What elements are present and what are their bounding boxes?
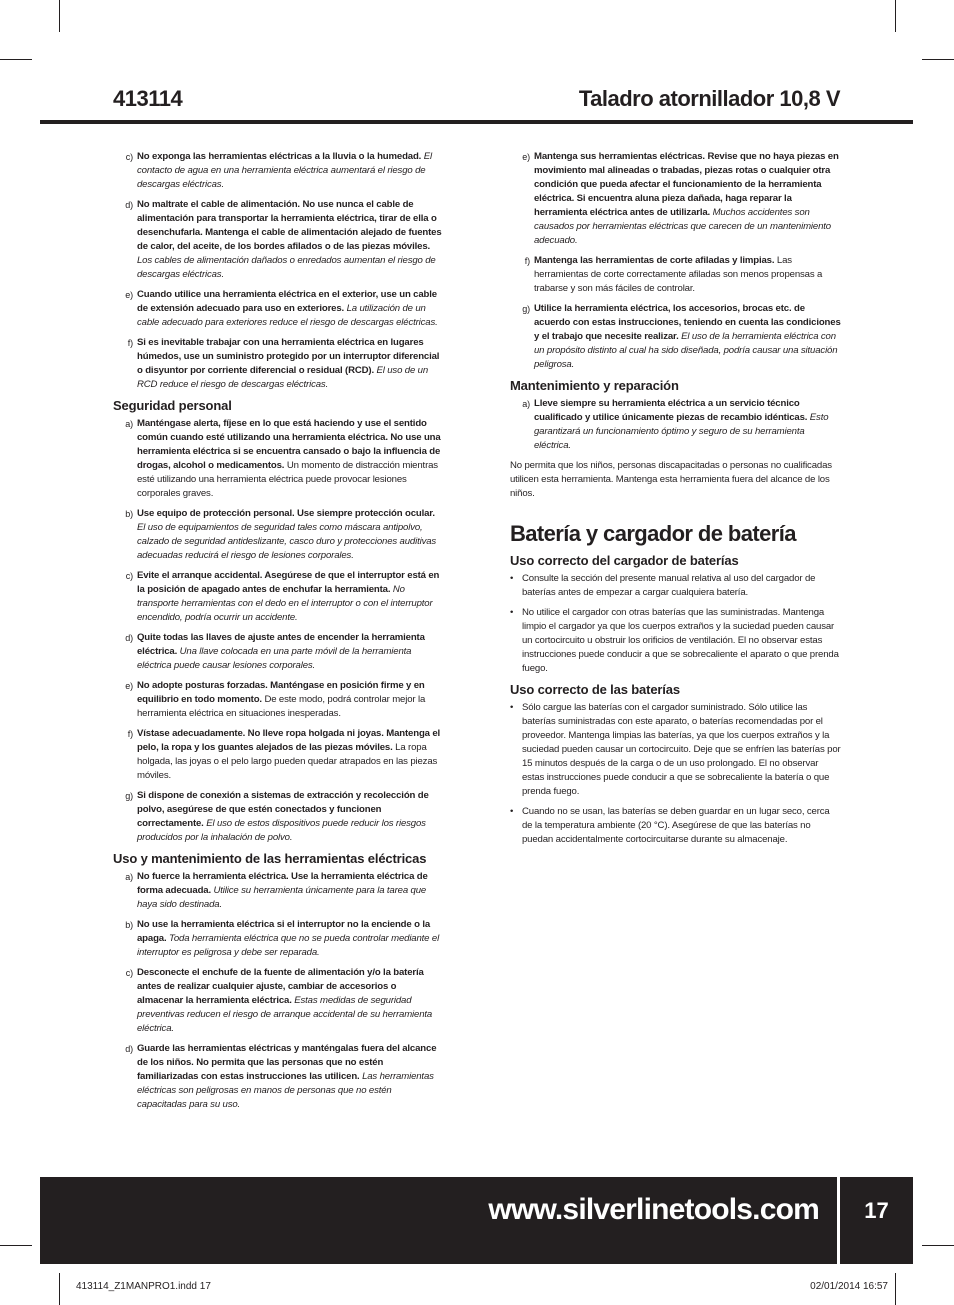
list-item [113,507,443,563]
maintenance-heading: Mantenimiento y reparación [510,378,679,393]
item-text [137,918,443,960]
item-text [137,150,443,192]
item-text [534,254,842,296]
tool-use-list-continued [510,150,842,372]
product-code: 413114 [113,86,183,111]
footer-bar [40,1177,837,1264]
item-text [137,631,443,673]
item-letter: a) [125,872,133,882]
item-instruction: No use la herramienta eléctrica si el interruptor no la enciende o la apaga. [137,919,431,944]
list-item [113,870,443,912]
maintenance-list [510,397,842,453]
list-item [510,302,842,372]
battery-section-heading: Batería y cargador de batería [510,521,796,546]
item-text [137,1042,443,1112]
item-text [137,789,443,845]
list-item [113,1042,443,1112]
list-item [113,198,443,282]
charger-heading: Uso correcto del cargador de baterías [510,553,739,568]
item-instruction: No fuerce la herramienta eléctrica. Use la herramienta eléctrica de forma adecuada. [137,871,428,896]
item-note: Utilice su herramienta únicamente para la tarea que haya sido destinada. [137,885,427,910]
website-link[interactable]: www.silverlinetools.com [488,1193,819,1226]
item-letter: e) [125,290,133,300]
item-letter: g) [125,791,133,801]
item-note: El uso de equipamientos de seguridad tales como máscara antipolvo, calzado de seguridad antideslizante, casco duro y protecciones auditivas adecuadas reducirá el riesgo de lesiones corporales. [137,522,437,561]
bullet-text: Sólo cargue las baterías con el cargador suministrado. Sólo utilice las baterías suministradas con este aparato, o baterías recomendadas por el proveedor. Mantenga limpias las baterías, ya que los cuerpos extraños y la suciedad pueden causar un cortocircuito. Deje que se enfríen las baterías por 15 minutos después de la carga o de un uso prolongado. El no observar estas instrucciones puede conducir a que se sobrecaliente la batería o que prenda fuego. [522,702,841,797]
crop-mark [895,0,896,32]
crop-mark [0,59,32,60]
item-instruction: Si es inevitable trabajar con una herramienta eléctrica en lugares húmedos, use un suministro protegido por un interruptor diferencial o disyuntor por corriente diferencial o residual (RCD). [137,337,440,376]
item-instruction: Guarde las herramientas eléctricas y manténgalas fuera del alcance de los niños. No permita que las personas que no estén familiarizadas con estas instrucciones las utilicen. [137,1043,437,1082]
personal-safety-list [113,417,443,845]
item-instruction: Si dispone de conexión a sistemas de extracción y recolección de polvo, asegúrese de que estén conectados y funcionen correctamente. [137,790,429,829]
crop-mark [922,1245,954,1246]
item-instruction: Mantenga las herramientas de corte afiladas y limpias. [534,255,775,266]
personal-safety-heading: Seguridad personal [113,398,232,413]
list-item [510,397,842,453]
item-instruction: Cuando utilice una herramienta eléctrica en el exterior, use un cable de extensión adecuado para uso en exteriores. [137,289,437,314]
page-title: Taladro atornillador 10,8 V [578,86,840,111]
list-item [510,254,842,296]
left-column [113,150,443,1118]
item-note: Toda herramienta eléctrica que no se pueda controlar mediante el interruptor es peligrosa y debe ser reparada. [137,933,440,958]
item-letter: a) [125,419,133,429]
charger-bullets [510,572,842,676]
item-text [137,569,443,625]
item-letter: f) [127,729,133,739]
bullet-icon: • [510,702,514,713]
crop-mark [59,0,60,32]
list-item [113,631,443,673]
item-instruction: Desconecte el enchufe de la fuente de alimentación y/o la batería antes de realizar cualquier ajuste, cambiar de accesorios o almacenar la herramienta eléctrica. [137,967,424,1006]
tool-use-heading: Uso y mantenimiento de las herramientas eléctricas [113,851,427,866]
maintenance-paragraph: No permita que los niños, personas discapacitadas o personas no cualificadas utilicen esta herramienta. Mantenga esta herramienta fuera del alcance de los niños. [510,460,832,499]
batteries-bullets [510,701,842,847]
item-detail: De este modo, podrá controlar mejor la herramienta eléctrica en situaciones inesperadas. [137,694,426,719]
item-instruction: No exponga las herramientas eléctricas a la lluvia o la humedad. [137,151,422,162]
item-letter: c) [125,152,133,162]
item-instruction: Use equipo de protección personal. Use siempre protección ocular. [137,508,435,519]
crop-mark [895,1273,896,1305]
item-text [534,150,842,248]
item-letter: c) [125,571,133,581]
item-instruction: Evite el arranque accidental. Asegúrese de que el interruptor está en la posición de apagado antes de enchufar la herramienta. [137,570,440,595]
list-item [113,288,443,330]
item-text [137,966,443,1036]
item-note: La utilización de un cable adecuado para exteriores reduce el riesgo de descargas eléctricas. [137,303,438,328]
list-item [113,789,443,845]
tool-use-list [113,870,443,1112]
batteries-heading: Uso correcto de las baterías [510,682,680,697]
item-letter: e) [125,681,133,691]
header-rule [40,120,913,124]
list-item [113,966,443,1036]
item-instruction: Manténgase alerta, fíjese en lo que está haciendo y use el sentido común cuando esté utilizando una herramienta eléctrica. No use una herramienta eléctrica si se encuentra cansado o bajo la influencia de drogas, alcohol o medicamentos. [137,418,441,471]
item-instruction: Lleve siempre su herramienta eléctrica a un servicio técnico cualificado y utilice únicamente piezas de recambio idénticas. [534,398,808,423]
item-text [137,870,443,912]
item-instruction: Quite todas las llaves de ajuste antes de encender la herramienta eléctrica. [137,632,425,657]
crop-mark [59,1273,60,1305]
item-letter: d) [125,200,133,210]
list-item [510,150,842,248]
item-instruction: No maltrate el cable de alimentación. No use nunca el cable de alimentación para transportar la herramienta eléctrica, tirar de ella o desenchufarla. Mantenga el cable de alimentación alejado de fuentes de calor, del aceite, de los bordes afilados o de las piezas móviles. [137,199,442,252]
bullet-icon: • [510,607,514,618]
item-note: Los cables de alimentación dañados o enredados aumentan el riesgo de descargas eléctricas. [137,255,436,280]
item-text [137,507,443,563]
item-note: El uso de estos dispositivos puede reducir los riesgos producidos por la inhalación de polvo. [137,818,426,843]
item-note: No transporte herramientas con el dedo en el interruptor o con el interruptor encendido, podría ocurrir un accidente. [137,584,433,623]
item-note: Muchos accidentes son causados por herramientas eléctricas que carecen de un mantenimiento adecuado. [534,207,831,246]
date-slug: 02/01/2014 16:57 [810,1281,888,1292]
item-detail: Un momento de distracción mientras esté utilizando una herramienta eléctrica puede provocar lesiones corporales graves. [137,460,438,499]
item-letter: f) [524,256,530,266]
bullet-item [510,606,842,676]
list-item [113,336,443,392]
list-item [113,417,443,501]
item-text [137,727,443,783]
bullet-item [510,701,842,799]
item-text [137,198,443,282]
bullet-text: Consulte la sección del presente manual relativa al uso del cargador de baterías antes de empezar a cargar cualquiera batería. [522,573,816,598]
list-item [113,918,443,960]
right-column [510,150,842,853]
item-letter: d) [125,633,133,643]
item-note: Las herramientas eléctricas son peligrosas en manos de personas que no estén capacitadas para su uso. [137,1071,434,1110]
bullet-icon: • [510,573,514,584]
item-note: El uso de la herramienta eléctrica con un propósito distinto al cual ha sido diseñada, podría causar una situación peligrosa. [534,331,838,370]
item-detail: La ropa holgada, las joyas o el pelo largo pueden quedar atrapados en las piezas móviles. [137,742,438,781]
item-text [137,679,443,721]
page-number-box [840,1177,913,1264]
item-instruction: Vístase adecuadamente. No lleve ropa holgada ni joyas. Mantenga el pelo, la ropa y los guantes alejados de las piezas móviles. [137,728,441,753]
item-letter: c) [125,968,133,978]
item-note: Esto garantizará un funcionamiento óptimo y seguro de su herramienta eléctrica. [534,412,829,451]
item-text [137,288,443,330]
bullet-icon: • [510,806,514,817]
item-text [534,397,842,453]
item-text [137,417,443,501]
item-letter: e) [522,152,530,162]
item-note: El uso de un RCD reduce el riesgo de descargas eléctricas. [137,365,429,390]
item-letter: a) [522,399,530,409]
item-letter: g) [522,304,530,314]
item-note: El contacto de agua en una herramienta eléctrica aumentará el riesgo de descargas eléctricas. [137,151,432,190]
electrical-safety-list [113,150,443,392]
item-detail: Las herramientas de corte correctamente afiladas son menos propensas a trabarse y son más fáciles de controlar. [534,255,823,294]
item-text [137,336,443,392]
item-note: Estas medidas de seguridad preventivas reducen el riesgo de arranque accidental de su herramienta eléctrica. [137,995,433,1034]
item-note: Una llave colocada en una parte móvil de la herramienta eléctrica puede causar lesiones corporales. [137,646,412,671]
bullet-text: Cuando no se usan, las baterías se deben guardar en un lugar seco, cerca de la temperatura ambiente (20 °C). Asegúrese de que las baterías no puedan accidentalmente cortocircuitarse durante su almacenaje. [522,806,830,845]
item-instruction: No adopte posturas forzadas. Manténgase en posición firme y en equilibrio en todo momento. [137,680,425,705]
file-slug: 413114_Z1MANPRO1.indd 17 [76,1281,211,1292]
list-item [113,569,443,625]
bullet-text: No utilice el cargador con otras baterías que las suministradas. Mantenga limpio el cargador ya que los cuerpos extraños y la suciedad pueden causar un cortocircuito u obstruir los orificios de ventilación. El no observar estas instrucciones puede conducir a que se sobrecaliente el aparato o que prenda fuego. [522,607,839,674]
list-item [113,727,443,783]
bullet-item [510,572,842,600]
crop-mark [0,1245,32,1246]
item-letter: b) [125,920,133,930]
item-letter: d) [125,1044,133,1054]
item-letter: f) [127,338,133,348]
list-item [113,150,443,192]
page-number: 17 [864,1198,889,1223]
item-letter: b) [125,509,133,519]
list-item [113,679,443,721]
item-text [534,302,842,372]
bullet-item [510,805,842,847]
item-instruction: Utilice la herramienta eléctrica, los accesorios, brocas etc. de acuerdo con estas instrucciones, teniendo en cuenta las condiciones y el trabajo que necesite realizar. [534,303,841,342]
item-instruction: Mantenga sus herramientas eléctricas. Revise que no haya piezas en movimiento mal alineadas o trabadas, piezas rotas o cualquier otra condición que pueda afectar el funcionamiento de la herramienta eléctrica. Si encuentra aluna pieza dañada, haga reparar la herramienta eléctrica antes de utilizarla. [534,151,839,218]
crop-mark [922,59,954,60]
